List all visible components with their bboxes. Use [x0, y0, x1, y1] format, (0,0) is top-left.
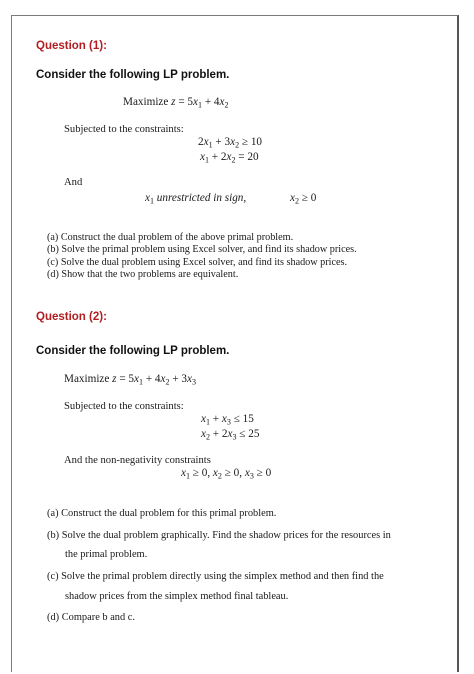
- q1-constraint-1: $2x_1 + 3x_2 \ge 10$: [198, 136, 263, 150]
- q2-item-c-continued: shadow prices from the simplex method final tableau.: [65, 591, 289, 602]
- q1-objective: [123, 96, 229, 108]
- q2-nonneg-label: And the non-negativity constraints: [64, 455, 211, 466]
- q1-nonneg-x2: $x_2 \ge 0$: [290, 192, 317, 206]
- q1-and-label: And: [64, 177, 83, 188]
- q2-item-c: (c) Solve the primal problem directly using the simplex method and then find the: [47, 571, 384, 582]
- question-2-heading: Consider the following LP problem.: [36, 345, 230, 357]
- q2-constraint-1: $x_1 + x_3 \le 15$: [201, 413, 254, 427]
- q2-constraint-2: $x_2 + 2x_3 \le 25$: [201, 428, 260, 442]
- q1-item-b: (b) Solve the primal problem using Excel solver, and find its shadow prices.: [47, 244, 357, 255]
- q1-item-c: (c) Solve the dual problem using Excel solver, and find its shadow prices.: [47, 257, 348, 268]
- q2-objective: [64, 373, 196, 385]
- q2-item-b: (b) Solve the dual problem graphically. Find the shadow prices for the resources in: [47, 530, 391, 541]
- q1-item-d: (d) Show that the two problems are equivalent.: [47, 269, 239, 280]
- q2-subject-label: Subjected to the constraints:: [64, 401, 184, 412]
- q1-item-a: (a) Construct the dual problem of the above primal problem.: [47, 232, 294, 243]
- q2-item-a: (a) Construct the dual problem for this primal problem.: [47, 508, 277, 519]
- question-1-title: Question (1):: [36, 40, 107, 52]
- q1-objective-label: Maximize: [123, 96, 169, 108]
- q2-item-b-continued: the primal problem.: [65, 549, 148, 560]
- q2-item-d: (d) Compare b and c.: [47, 612, 136, 623]
- q1-sign-condition: $x_1$ unrestricted in sign,: [145, 192, 247, 206]
- question-2-title: Question (2):: [36, 311, 107, 323]
- q1-constraint-2: $x_1 + 2x_2 = 20$: [200, 151, 259, 165]
- q1-objective-expr: $z = 5x_1 + 4x_2$: [171, 96, 229, 110]
- q2-objective-label: Maximize: [64, 373, 110, 385]
- q2-nonneg-constraints: $x_1 \ge 0$, $x_2 \ge 0$, $x_3 \ge 0$: [181, 467, 272, 481]
- q2-objective-expr: $z = 5x_1 + 4x_2 + 3x_3$: [112, 373, 197, 387]
- q1-subject-label: Subjected to the constraints:: [64, 124, 184, 135]
- question-1-heading: Consider the following LP problem.: [36, 69, 230, 81]
